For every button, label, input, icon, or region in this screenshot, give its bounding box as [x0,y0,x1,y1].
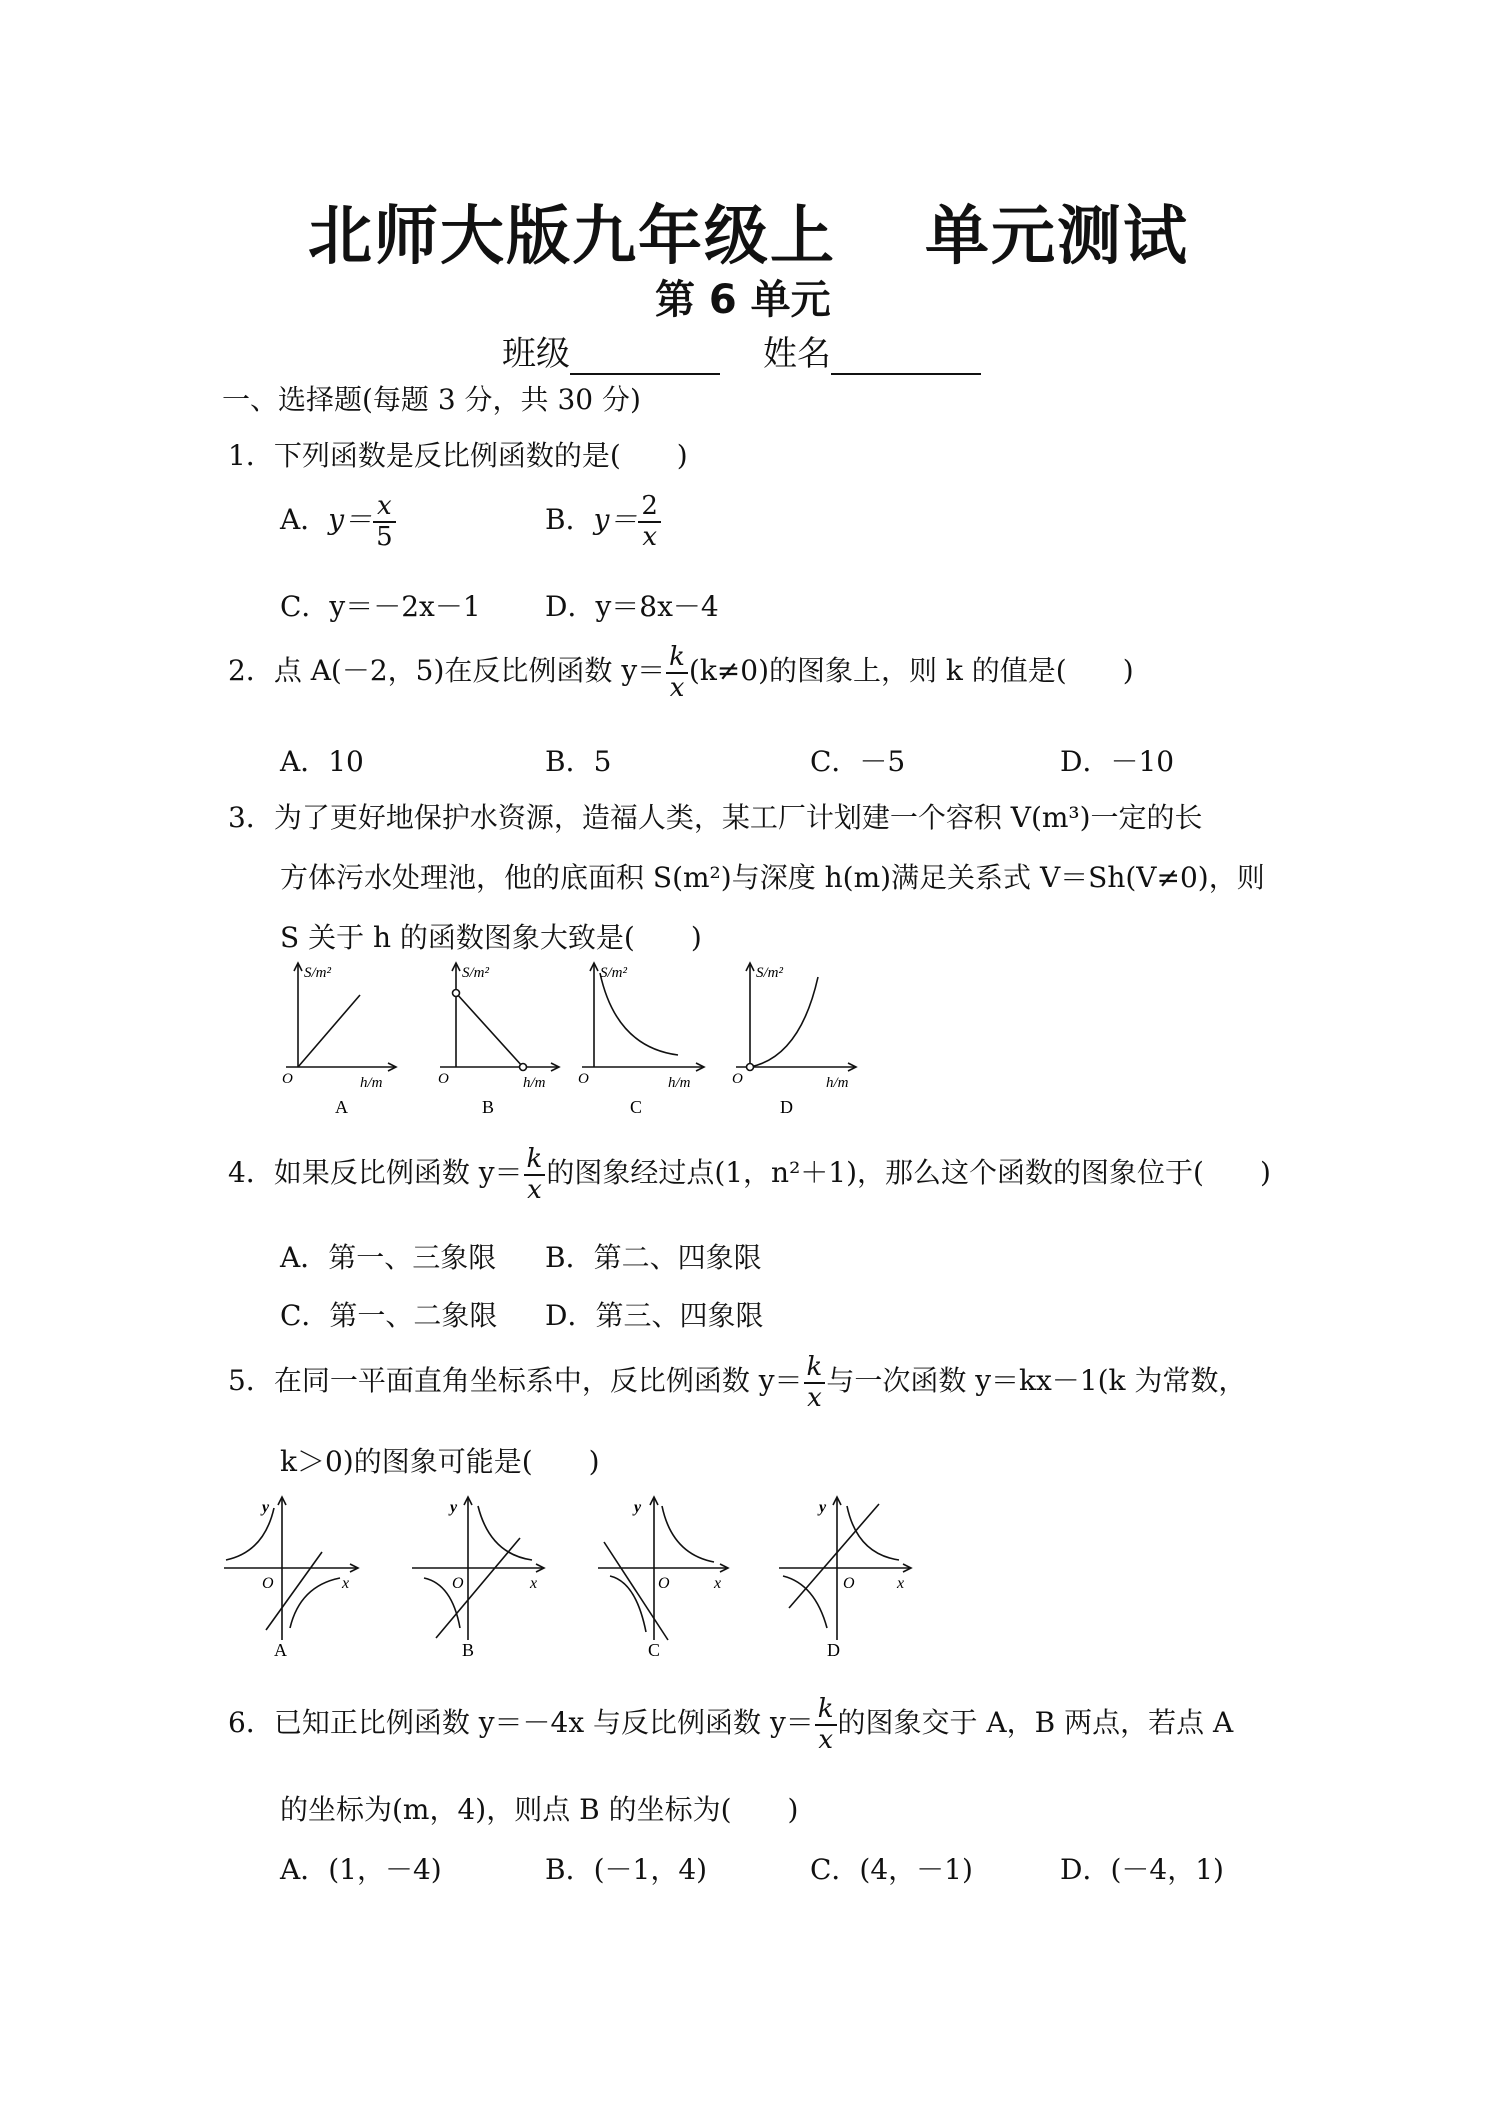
q5-c-origin: O [658,1575,670,1592]
q1-a-num: x [373,492,396,523]
q1-b-den: x [642,521,658,552]
q4-fraction [524,1145,546,1204]
q5-c-xlabel: x [714,1575,722,1592]
q5-fraction [804,1353,826,1412]
q1-b-expr: y＝ [593,503,638,537]
q5-graph-c[interactable] [592,1490,742,1660]
q4-option-d[interactable]: D．第三、四象限 [545,1299,764,1332]
q5-graph-a[interactable] [222,1490,372,1660]
q2-fraction [666,643,688,702]
q1-b-label: B． [545,503,594,537]
q3-b-origin: O [438,1071,449,1087]
q3-a-xlabel: h/m [360,1075,383,1091]
q1-a-label: A． [280,503,329,537]
q5-b-label: B [462,1640,475,1660]
q1-a-den: 5 [376,521,393,552]
q1-option-c[interactable]: C．y＝－2x－1 [280,590,481,623]
q5-a-ylabel: y [262,1499,270,1516]
q2-stem [228,643,1134,702]
q2-stem-pre: 2．点 A(－2，5)在反比例函数 y＝ [228,654,666,688]
q4-stem [228,1145,1271,1204]
q4-frac-den: x [527,1174,542,1205]
q3-b-label: B [482,1097,495,1117]
q1-a-expr: y＝ [328,503,373,537]
q1-option-d[interactable]: D．y＝8x－4 [545,590,719,623]
q2-option-d[interactable]: D．－10 [1060,745,1175,778]
q5-graph-d[interactable] [775,1490,925,1660]
q5-graph-b[interactable] [408,1490,558,1660]
q6-option-c[interactable]: C．(4，－1) [810,1853,973,1886]
q4-frac-num: k [524,1145,546,1176]
q1-b-num: 2 [638,492,661,523]
q4-option-a[interactable]: A．第一、三象限 [280,1241,497,1274]
q1-stem: 1．下列函数是反比例函数的是( ) [228,439,688,472]
q5-b-ylabel: y [450,1499,458,1516]
q6-frac-den: x [818,1724,833,1755]
q5-frac-num: k [804,1353,826,1384]
q5-stem-pre: 5．在同一平面直角坐标系中，反比例函数 y＝ [228,1364,803,1398]
q3-c-label: C [630,1097,643,1117]
q3-a-ylabel: S/m² [304,965,331,981]
q6-option-d[interactable]: D．(－4，1) [1060,1853,1224,1886]
q1-a-fraction [373,492,396,551]
q4-option-b[interactable]: B．第二、四象限 [545,1241,762,1274]
q2-frac-den: x [669,672,685,703]
q3-d-label: D [780,1097,793,1117]
q5-b-origin: O [452,1575,464,1592]
q2-frac-num: k [666,643,688,674]
q3-b-xlabel: h/m [523,1075,546,1091]
class-field [502,326,720,375]
q3-a-label: A [335,1097,348,1117]
q5-d-origin: O [843,1575,855,1592]
q3-graph-d[interactable] [720,955,870,1115]
q2-option-a[interactable]: A．10 [280,745,364,778]
q5-a-origin: O [262,1575,274,1592]
q6-option-a[interactable]: A．(1，－4) [280,1853,442,1886]
section-heading: 一、选择题(每题 3 分，共 30 分) [222,383,641,416]
q3-stem-line1: 3．为了更好地保护水资源，造福人类，某工厂计划建一个容积 V(m³)一定的长 [228,801,1203,834]
q4-option-c[interactable]: C．第一、二象限 [280,1299,498,1332]
q5-a-xlabel: x [342,1575,350,1592]
q3-stem-line3: S 关于 h 的函数图象大致是( ) [280,921,702,954]
name-field [763,326,981,375]
q4-stem-pre: 4．如果反比例函数 y＝ [228,1156,523,1190]
q5-d-ylabel: y [819,1499,827,1516]
page-title-right: 单元测试 [925,200,1189,274]
q3-a-origin: O [282,1071,293,1087]
q3-graph-c[interactable] [568,955,718,1115]
q5-stem [228,1353,1246,1412]
q6-option-b[interactable]: B．(－1，4) [545,1853,708,1886]
q1-option-b[interactable] [545,492,662,551]
q5-frac-den: x [807,1382,822,1413]
q3-d-origin: O [732,1071,743,1087]
class-label: 班级 [502,334,570,374]
q3-d-ylabel: S/m² [756,965,783,981]
q5-stem-post: 与一次函数 y＝kx－1(k 为常数， [826,1364,1247,1398]
page-title-left: 北师大版九年级上 [308,200,836,274]
q5-stem-line2: k＞0)的图象可能是( ) [280,1445,600,1478]
q3-stem-line2: 方体污水处理池，他的底面积 S(m²)与深度 h(m)满足关系式 V＝Sh(V≠0)，则 [280,861,1265,894]
q2-option-c[interactable]: C．－5 [810,745,906,778]
name-blank[interactable] [831,343,981,375]
class-blank[interactable] [570,343,720,375]
q3-graph-b[interactable] [418,955,568,1115]
q5-a-label: A [274,1640,287,1660]
q1-option-a[interactable] [280,492,397,551]
q5-c-ylabel: y [634,1499,642,1516]
q6-stem-line2: 的坐标为(m，4)，则点 B 的坐标为( ) [280,1793,799,1826]
q3-d-xlabel: h/m [826,1075,849,1091]
q2-stem-post: (k≠0)的图象上，则 k 的值是( ) [688,654,1134,688]
q5-b-xlabel: x [530,1575,538,1592]
q2-option-b[interactable]: B．5 [545,745,612,778]
q6-frac-num: k [815,1695,837,1726]
q3-c-ylabel: S/m² [600,965,627,981]
q3-c-xlabel: h/m [668,1075,691,1091]
q3-c-origin: O [578,1071,589,1087]
q3-graph-a[interactable] [270,955,400,1115]
q5-d-xlabel: x [897,1575,905,1592]
q5-d-label: D [827,1640,840,1660]
q4-stem-post: 的图象经过点(1，n²＋1)，那么这个函数的图象位于( ) [546,1156,1271,1190]
q6-fraction [815,1695,837,1754]
q6-stem-post: 的图象交于 A，B 两点，若点 A [837,1706,1234,1740]
name-label: 姓名 [763,334,831,374]
q3-b-ylabel: S/m² [462,965,489,981]
q6-stem [228,1695,1233,1754]
unit-title: 第 6 单元 [655,277,831,323]
q1-b-fraction [638,492,661,551]
q6-stem-pre: 6．已知正比例函数 y＝－4x 与反比例函数 y＝ [228,1706,814,1740]
q5-c-label: C [648,1640,661,1660]
